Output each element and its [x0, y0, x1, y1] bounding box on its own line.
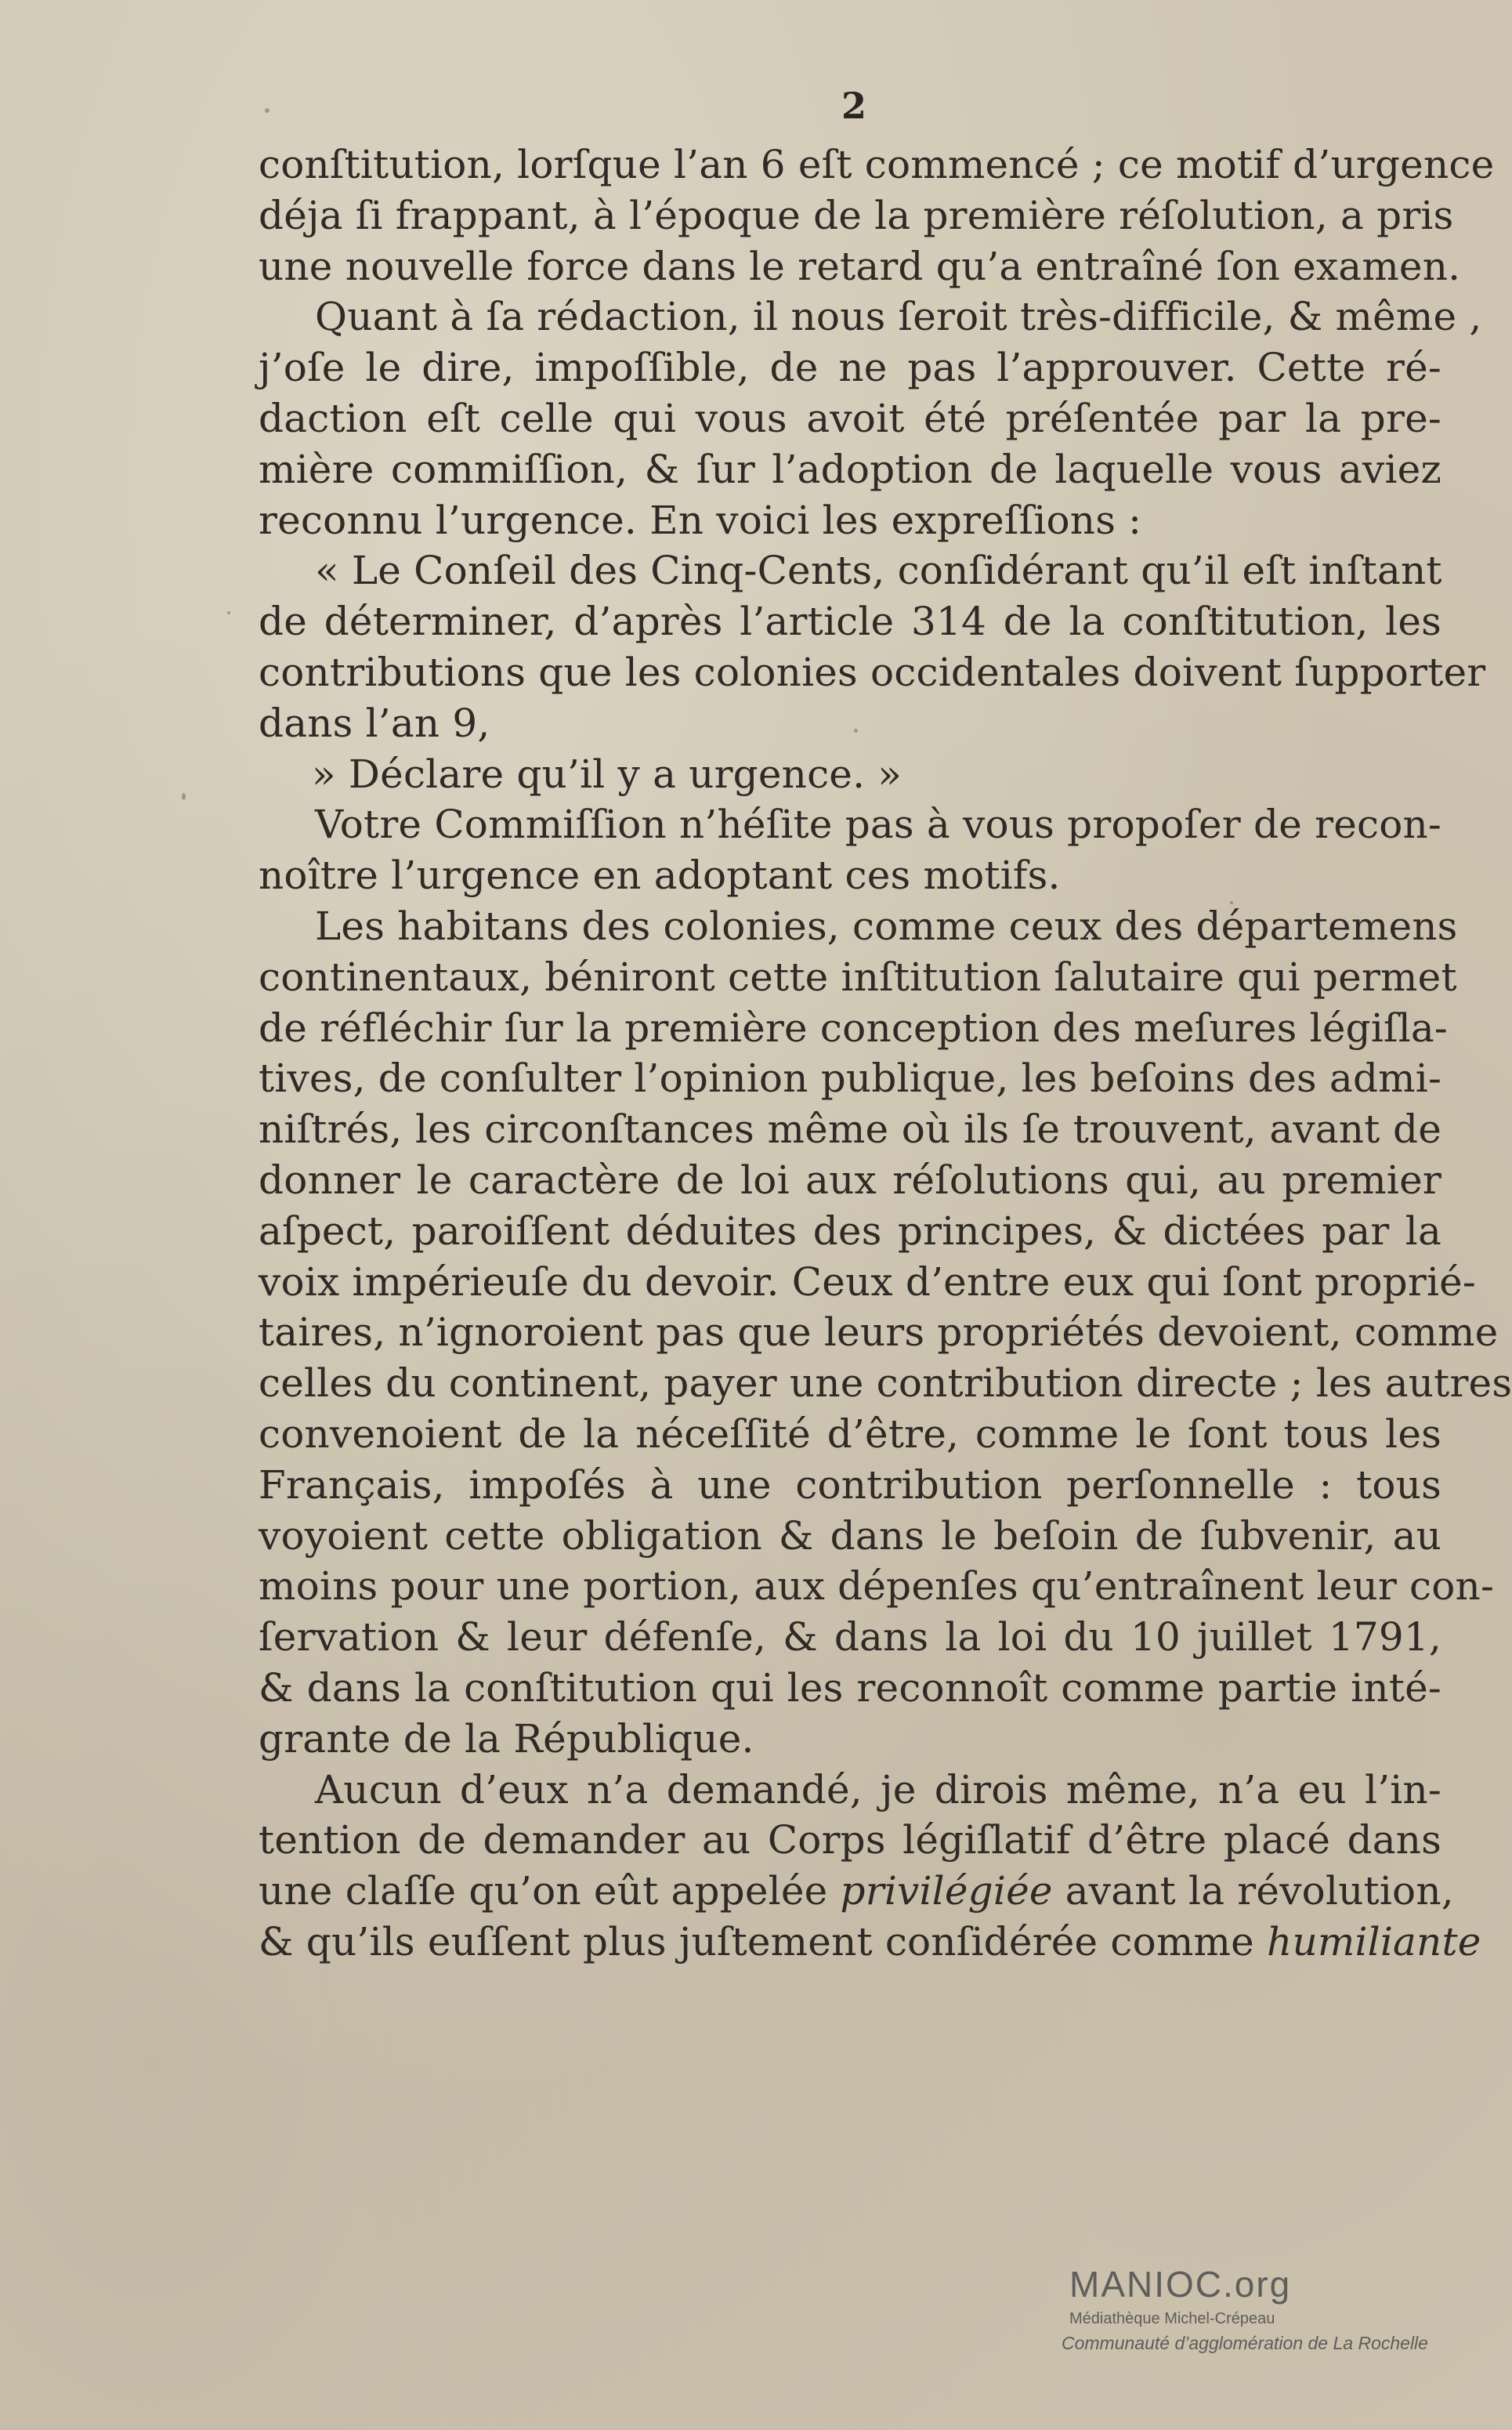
paper-speck — [854, 729, 858, 733]
text-line: reconnu l’urgence. En voici les expreſſions : — [259, 497, 1142, 543]
text-line: déja ſi frappant, à l’époque de la première réſolution, a pris — [259, 192, 1454, 238]
text-line: conſtitution, lorſque l’an 6 eſt commencé ; ce motif d’urgence — [259, 142, 1495, 187]
paper-speck — [182, 793, 186, 800]
text-line: j’oſe le dire, impoſſible, de ne pas l’approuver. Cette ré- — [259, 345, 1441, 391]
text-line: une nouvelle force dans le retard qu’a entraîné ſon examen. — [259, 243, 1461, 289]
text-line: celles du continent, payer une contribution directe ; les autres — [259, 1360, 1512, 1407]
text-line: » Déclare qu’il y a urgence. » — [312, 751, 902, 797]
text-line: voyoient cette obligation & dans le beſoin de ſubvenir, au — [259, 1512, 1441, 1559]
text-line: Français, impoſés à une contribution perſonnelle : tous — [259, 1461, 1441, 1508]
text-line: Aucun d’eux n’a demandé, je dirois même, n’a eu l’in- — [315, 1766, 1441, 1813]
text-line: dans l’an 9, — [259, 700, 490, 746]
paper-speck — [265, 108, 269, 113]
text-line: « Le Conſeil des Cinq-Cents, conſidérant qu’il eſt inſtant — [315, 548, 1442, 594]
text-line: de réfléchir ſur la première conception des meſures légiſla- — [259, 1005, 1449, 1051]
text-line: ſervation & leur défenſe, & dans la loi du 10 juillet 1791, — [259, 1614, 1441, 1660]
text-line: mière commiſſion, & ſur l’adoption de laquelle vous aviez — [259, 446, 1441, 492]
text-line: niſtrés, les circonſtances même où ils ſe trouvent, avant de — [259, 1106, 1441, 1153]
text-line: tention de demander au Corps légiſlatif d’être placé dans — [259, 1817, 1441, 1863]
text-line: une claſſe qu’on eût appelée privilégiée avant la révolution, — [259, 1868, 1454, 1914]
watermark-community: Communauté d’agglomération de La Rochelle — [1062, 2333, 1428, 2353]
text-line: moins pour une portion, aux dépenſes qu’entraînent leur con- — [259, 1563, 1495, 1610]
paper-speck — [1230, 901, 1233, 904]
italic-word: humiliante — [1267, 1918, 1481, 1965]
text-line: convenoient de la néceſſité d’être, comme le ſont tous les — [259, 1411, 1441, 1457]
page-number: 2 — [841, 85, 866, 127]
watermark-institution: Médiathèque Michel-Crépeau — [1069, 2310, 1275, 2327]
text-line: & dans la conſtitution qui les reconnoît comme partie inté- — [259, 1664, 1441, 1711]
text-line: daction eſt celle qui vous avoit été préſentée par la pre- — [259, 395, 1441, 441]
paper-speck — [227, 611, 230, 614]
text-line: taires, n’ignoroient pas que leurs propriétés devoient, comme — [259, 1309, 1499, 1356]
text-line: continentaux, béniront cette inſtitution ſalutaire qui permet — [259, 954, 1457, 1000]
watermark — [1062, 2263, 1485, 2354]
text-line: noître l’urgence en adoptant ces motifs. — [259, 853, 1061, 899]
text-line: voix impérieuſe du devoir. Ceux d’entre eux qui ſont proprié- — [259, 1258, 1477, 1305]
text-line: Votre Commiſſion n’héſite pas à vous propoſer de recon- — [315, 802, 1441, 848]
text-line: de déterminer, d’après l’article 314 de la conſtitution, les — [259, 599, 1441, 645]
text-line: grante de la République. — [259, 1715, 754, 1762]
text-line: tives, de conſulter l’opinion publique, les beſoins des admi- — [259, 1056, 1442, 1102]
watermark-logo: MANIOC.org — [1069, 2264, 1292, 2305]
text-line: donner le caractère de loi aux réſolutions qui, au premier — [259, 1157, 1441, 1203]
text-line: contributions que les colonies occidentales doivent ſupporter — [259, 649, 1486, 695]
text-line: Les habitans des colonies, comme ceux des départemens — [315, 903, 1458, 949]
italic-word: privilégiée — [840, 1868, 1053, 1914]
body-text — [259, 139, 1512, 1968]
text-line: Quant à ſa rédaction, il nous ſeroit très-difficile, & même , — [315, 294, 1482, 340]
text-line: aſpect, paroiſſent déduites des principes, & dictées par la — [259, 1208, 1441, 1254]
text-line: & qu’ils euſſent plus juſtement conſidérée comme humiliante — [259, 1918, 1481, 1965]
